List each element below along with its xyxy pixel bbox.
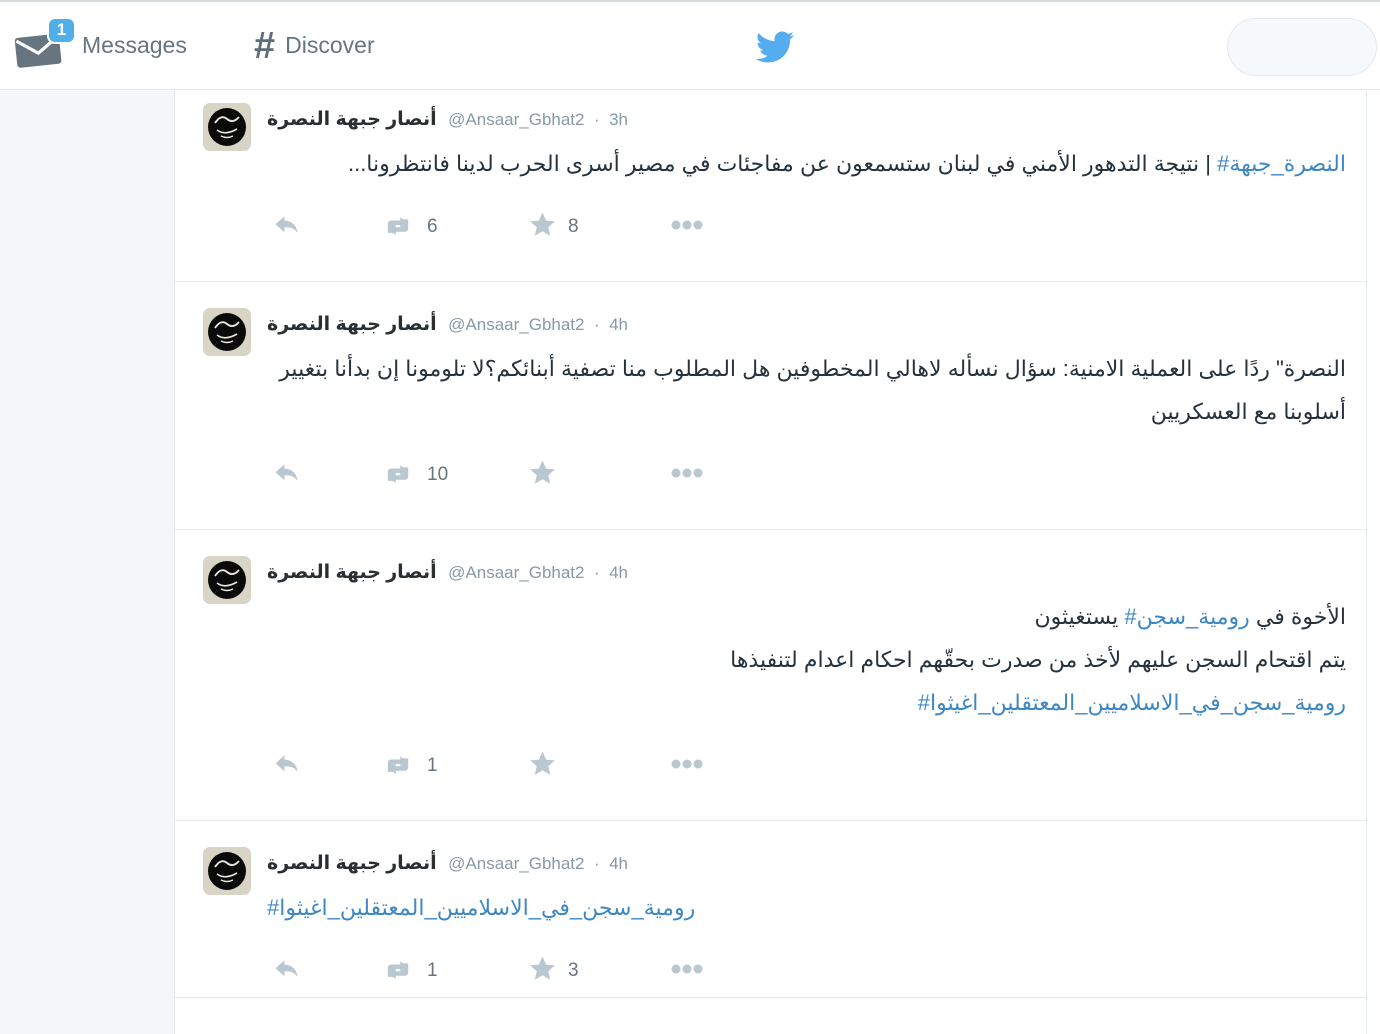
tweet[interactable] [175, 91, 1366, 282]
retweet-button[interactable] [381, 214, 529, 239]
tweet[interactable] [175, 530, 1366, 821]
favorite-button[interactable] [529, 211, 669, 241]
search-input[interactable] [1227, 18, 1377, 76]
retweet-button[interactable] [381, 958, 529, 983]
hashtag-link[interactable]: #اغيثوا‎_‎المعتقلين‎_‎الاسلاميين‎_‎في‎_‎سجن‎_‎رومية [267, 895, 696, 920]
timestamp[interactable]: 4h [609, 854, 628, 873]
retweet-count: 1 [427, 959, 438, 981]
more-button[interactable] [669, 758, 705, 773]
retweet-count: 6 [427, 215, 438, 237]
star-icon [529, 211, 556, 241]
user-handle[interactable]: @Ansaar_Gbhat2 [448, 315, 585, 334]
tweet-text [267, 886, 1346, 929]
tweet-text-segment: الأخوة في [1249, 604, 1346, 629]
ellipsis-icon [669, 219, 705, 234]
user-handle[interactable]: @Ansaar_Gbhat2 [448, 854, 585, 873]
nav-discover[interactable] [254, 2, 375, 89]
retweet-count: 10 [427, 463, 449, 485]
messages-icon [14, 19, 72, 73]
retweet-icon [381, 958, 415, 983]
ellipsis-icon [669, 467, 705, 482]
tweet-text [267, 142, 1346, 185]
timestamp[interactable]: 4h [609, 563, 628, 582]
user-handle[interactable]: @Ansaar_Gbhat2 [448, 110, 585, 129]
messages-badge: 1 [47, 17, 76, 44]
favorite-button[interactable] [529, 955, 669, 985]
tweet-actions [267, 211, 1346, 241]
retweet-button[interactable] [381, 462, 529, 487]
tweet-actions [267, 955, 1346, 985]
retweet-icon [381, 753, 415, 778]
tweet-actions [267, 459, 1346, 489]
reply-icon [273, 752, 301, 779]
more-button[interactable] [669, 467, 705, 482]
tweet-text [267, 595, 1346, 724]
timestamp[interactable]: 4h [609, 315, 628, 334]
user-handle[interactable]: @Ansaar_Gbhat2 [448, 563, 585, 582]
avatar[interactable] [203, 308, 251, 356]
nav-discover-label: Discover [285, 32, 375, 58]
timestamp[interactable]: 3h [609, 110, 628, 129]
meta-separator: · [593, 315, 600, 334]
favorite-button[interactable] [529, 459, 669, 489]
meta-separator: · [593, 110, 600, 129]
display-name[interactable]: أنصار جبهة النصرة [267, 314, 437, 335]
tweet-text-segment: النصرة" ردًا على العملية الامنية: سؤال نسأله لاهالي المخطوفين هل المطلوب منا تصفية أبنائكم؟لا تلومونا إن بدأنا بتغيير أسلوبنا مع العسكريين [279, 356, 1346, 424]
tweet-header [267, 849, 1346, 880]
hash-icon: # [254, 24, 276, 67]
hashtag-link[interactable]: #جبهة‎_‎النصرة [1217, 151, 1346, 176]
tweet[interactable] [175, 282, 1366, 530]
star-icon [529, 459, 556, 489]
timeline-column [174, 91, 1367, 1034]
meta-separator: · [593, 563, 600, 582]
tweet-actions [267, 750, 1346, 780]
twitter-logo-icon[interactable] [752, 28, 798, 71]
tweet-text-segment: يتم اقتحام السجن عليهم لأخذ من صدرت بحقّهم احكام اعدام لتنفيذها [730, 647, 1346, 672]
favorite-count: 8 [568, 215, 579, 237]
reply-button[interactable] [273, 752, 381, 779]
meta-separator: · [593, 854, 600, 873]
tweet-header [267, 310, 1346, 341]
display-name[interactable]: أنصار جبهة النصرة [267, 853, 437, 874]
tweet-text [267, 347, 1346, 433]
avatar[interactable] [203, 556, 251, 604]
star-icon [529, 750, 556, 780]
reply-icon [273, 957, 301, 984]
more-button[interactable] [669, 963, 705, 978]
tweet-header [267, 105, 1346, 136]
avatar[interactable] [203, 103, 251, 151]
ellipsis-icon [669, 758, 705, 773]
reply-icon [273, 213, 301, 240]
tweet-header [267, 558, 1346, 589]
tweet-text-segment: | نتيجة التدهور الأمني في لبنان ستسمعون عن مفاجئات في مصير أسرى الحرب لدينا فانتظرونا... [347, 151, 1218, 176]
reply-button[interactable] [273, 957, 381, 984]
nav-messages[interactable] [14, 2, 187, 89]
page-background-left [0, 91, 174, 1034]
star-icon [529, 955, 556, 985]
reply-icon [273, 461, 301, 488]
avatar[interactable] [203, 847, 251, 895]
tweet-text-segment: يستغيثون [1034, 604, 1125, 629]
retweet-icon [381, 214, 415, 239]
top-navigation [0, 0, 1380, 90]
favorite-button[interactable] [529, 750, 669, 780]
retweet-icon [381, 462, 415, 487]
display-name[interactable]: أنصار جبهة النصرة [267, 109, 437, 130]
hashtag-link[interactable]: #اغيثوا‎_‎المعتقلين‎_‎الاسلاميين‎_‎في‎_‎سجن‎_‎رومية [917, 690, 1346, 715]
retweet-button[interactable] [381, 753, 529, 778]
tweet[interactable] [175, 821, 1366, 998]
retweet-count: 1 [427, 754, 438, 776]
more-button[interactable] [669, 219, 705, 234]
reply-button[interactable] [273, 213, 381, 240]
display-name[interactable]: أنصار جبهة النصرة [267, 562, 437, 583]
favorite-count: 3 [568, 959, 579, 981]
ellipsis-icon [669, 963, 705, 978]
nav-messages-label: Messages [82, 32, 187, 58]
reply-button[interactable] [273, 461, 381, 488]
hashtag-link[interactable]: #سجن‎_‎رومية [1124, 604, 1250, 629]
